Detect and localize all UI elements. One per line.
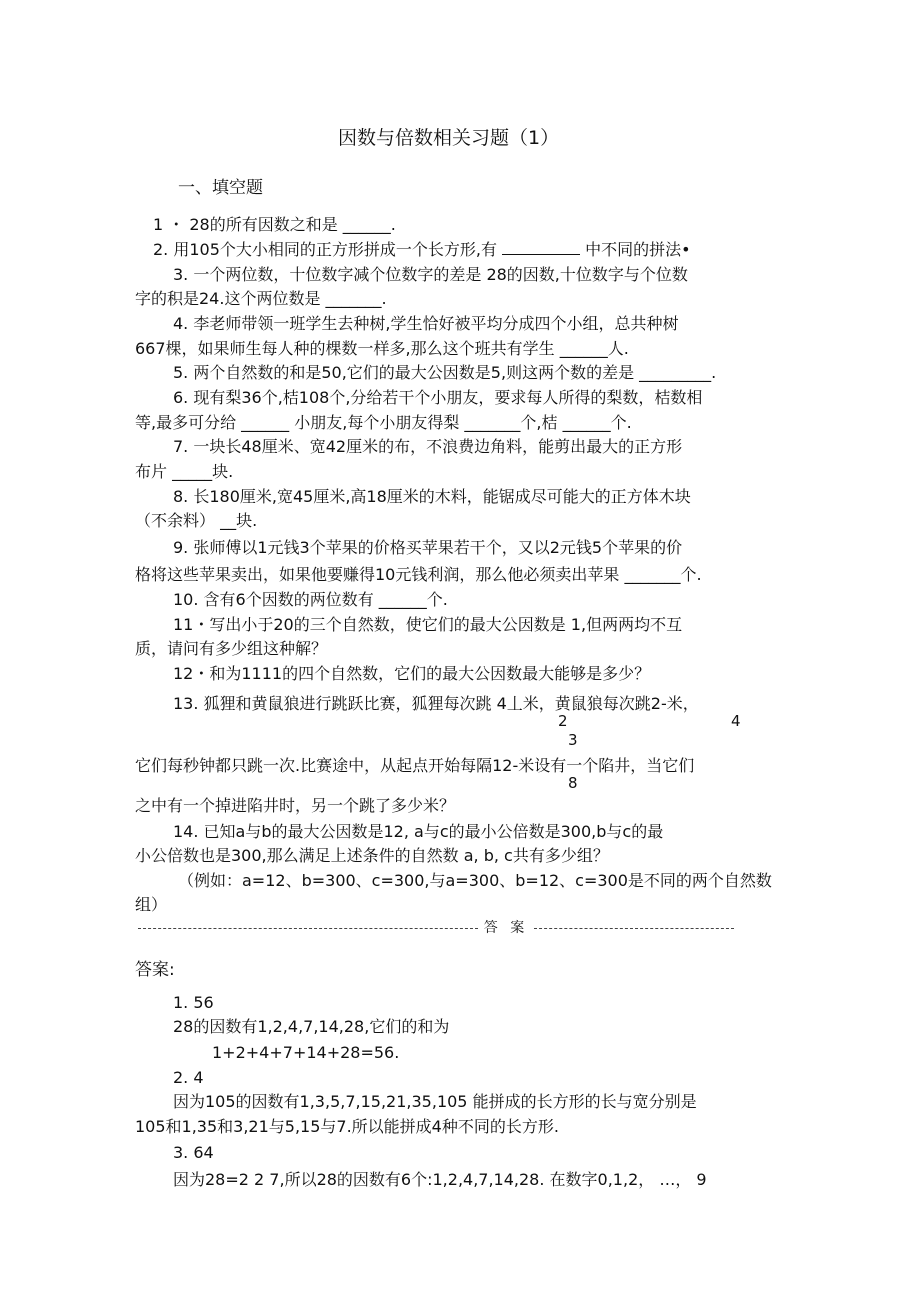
question-14-line-2: 小公倍数也是300,那么满足上述条件的自然数 a, b, c共有多少组？: [135, 846, 609, 865]
question-9-line-2: 格将这些苹果卖出，如果他要赚得10元钱利润，那么他必须卖出苹果 _______个.: [135, 565, 702, 584]
divider-dash-left: [138, 928, 478, 929]
answer-2-head: 2. 4: [173, 1068, 204, 1087]
answer-2-line-1: 因为105的因数有1,3,5,7,15,21,35,105 能拼成的长方形的长与宽分别是: [173, 1092, 697, 1111]
question-8-line-2: （不余料） __块.: [135, 511, 258, 530]
question-2-text-a: 2. 用105个大小相同的正方形拼成一个长方形,有: [153, 240, 497, 259]
answer-2-line-2: 105和1,35和3,21与5,15与7.所以能拼成4种不同的长方形.: [135, 1117, 559, 1136]
answer-1-head: 1. 56: [173, 993, 214, 1012]
question-4-line-1: 4. 李老师带领一班学生去种树,学生恰好被平均分成四个小组，总共种树: [173, 314, 679, 333]
question-2-text-b: 中不同的拼法•: [585, 240, 691, 259]
answer-3-line-1: 因为28=2 2 7,所以28的因数有6个:1,2,4,7,14,28. 在数字0,1,2， …， 9: [173, 1170, 707, 1189]
question-2-blank: [502, 240, 580, 255]
question-1: 1 ・ 28的所有因数之和是 ______.: [153, 215, 396, 234]
question-6-line-2: 等,最多可分给 ______ 小朋友,每个小朋友得梨 _______个,桔 ______个.: [135, 413, 632, 432]
question-14-line-3: （例如：a=12、b=300、c=300,与a=300、b=12、c=300是不同的两个自然数: [178, 871, 772, 890]
divider-dash-right: [534, 928, 734, 929]
question-3-line-2: 字的积是24.这个两位数是 _______.: [135, 289, 387, 308]
section-heading: 一、填空题: [178, 178, 263, 198]
answer-1-line-2: 1+2+4+7+14+28=56.: [212, 1043, 400, 1062]
answer-divider: [138, 918, 734, 938]
answer-1-line-1: 28的因数有1,2,4,7,14,28,它们的和为: [173, 1017, 450, 1036]
question-13-fraction-denominator: 2: [558, 712, 568, 730]
question-3-line-1: 3. 一个两位数，十位数字减个位数字的差是 28的因数,十位数字与个位数: [173, 265, 688, 284]
question-7-line-2: 布片 _____块.: [135, 462, 234, 481]
question-7-line-1: 7. 一块长48厘米、宽42厘米的布，不浪费边角料，能剪出最大的正方形: [173, 437, 683, 456]
answer-3-head: 3. 64: [173, 1143, 214, 1162]
question-13-fraction-denominator: 4: [731, 712, 741, 730]
question-11-line-1: 11・写出小于20的三个自然数，使它们的最大公因数是 1,但两两均不互: [173, 615, 683, 634]
page-title: 因数与倍数相关习题（1）: [338, 127, 560, 149]
question-11-line-2: 质，请问有多少组这种解？: [135, 639, 328, 658]
question-13-fraction-denominator: 3: [568, 731, 578, 749]
question-13-line-2: 它们每秒钟都只跳一次.比赛途中，从起点开始每隔12-米设有一个陷井，当它们: [135, 756, 695, 775]
question-12: 12・和为1111的四个自然数，它们的最大公因数最大能够是多少？: [173, 664, 651, 683]
question-10: 10. 含有6个因数的两位数有 ______个.: [173, 590, 448, 609]
question-13-line-3: 之中有一个掉进陷井时，另一个跳了多少米？: [135, 796, 456, 815]
divider-label: 答 案: [483, 920, 529, 936]
question-6-line-1: 6. 现有梨36个,桔108个,分给若干个小朋友，要求每人所得的梨数，桔数相: [173, 388, 703, 407]
question-2: [153, 240, 691, 260]
question-13-fraction-denominator: 8: [568, 774, 578, 792]
question-13-line-1: 13. 狐狸和黄鼠狼进行跳跃比赛，狐狸每次跳 4丄米，黄鼠狼每次跳2-米，: [173, 694, 699, 713]
answers-heading: 答案:: [135, 960, 175, 980]
question-9-line-1: 9. 张师傅以1元钱3个苹果的价格买苹果若干个，又以2元钱5个苹果的价: [173, 538, 683, 557]
question-14-line-1: 14. 已知a与b的最大公因数是12, a与c的最小公倍数是300,b与c的最: [173, 822, 664, 841]
question-5: 5. 两个自然数的和是50,它们的最大公因数是5,则这两个数的差是 _________.: [173, 363, 717, 382]
question-8-line-1: 8. 长180厘米,宽45厘米,高18厘米的木料，能锯成尽可能大的正方体木块: [173, 487, 691, 506]
question-14-line-4: 组）: [135, 895, 168, 914]
question-4-line-2: 667棵，如果师生每人种的棵数一样多,那么这个班共有学生 ______人.: [135, 339, 629, 358]
